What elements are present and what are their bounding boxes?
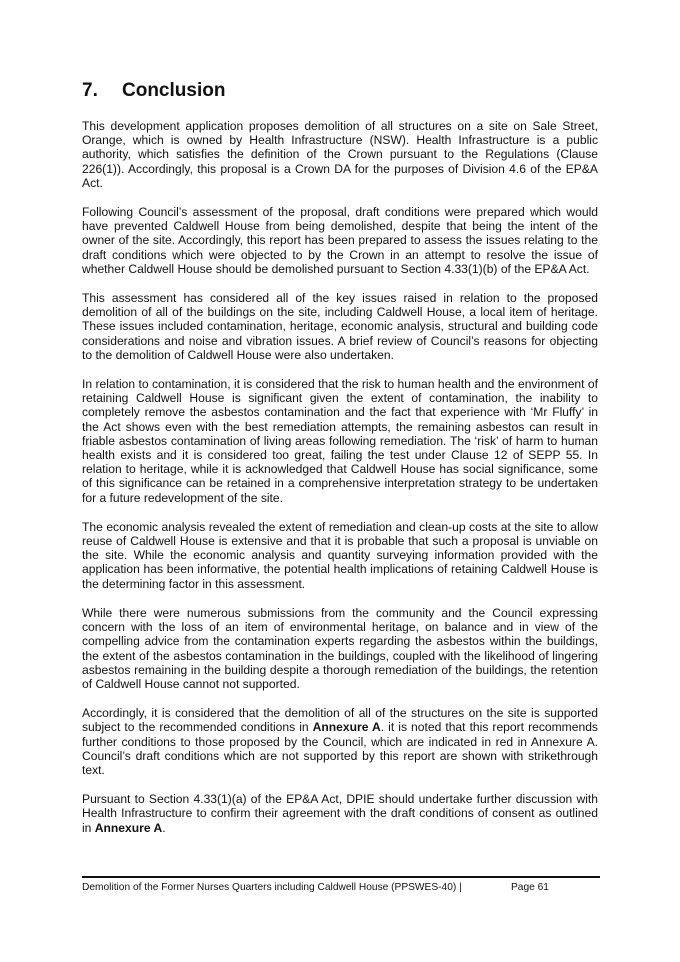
paragraph-7-text-end: . it is noted that this report recommends further conditions to those proposed by the Council, which are indicated in red in Annexure A. Council’s draft conditions which are not supported by this report are shown with strikethrough text. (82, 720, 598, 777)
paragraph-2: Following Council’s assessment of the proposal, draft conditions were prepared which would have prevented Caldwell House from being demolished, despite that being the intent of the owner of the site. Accordingly, this report has been prepared to assess the issues relating to the draft conditions which were objected to by the Crown in an attempt to resolve the issue of whether Caldwell House should be demolished pursuant to Section 4.33(1)(b) of the EP&A Act. (82, 205, 598, 276)
paragraph-1: This development application proposes demolition of all structures on a site on Sale Street, Orange, which is owned by Health Infrastructure (NSW). Health Infrastructure is a public authority, which satisfies the definition of the Crown pursuant to the Regulations (Clause 226(1)). Accordingly, this proposal is a Crown DA for the purposes of Division 4.6 of the EP&A Act. (82, 119, 598, 190)
section-title: Conclusion (122, 80, 226, 101)
annexure-reference: Annexure A (312, 720, 381, 735)
paragraph-7 (82, 706, 598, 777)
paragraph-8-text: Pursuant to Section 4.33(1)(a) of the EP&A Act, DPIE should undertake further discussion with Health Infrastructure to confirm their agreement with the draft conditions of consent as outlined in (82, 792, 598, 835)
paragraph-7-text: Accordingly, it is considered that the demolition of all of the structures on the site is supported subject to the recommended conditions in (82, 706, 598, 735)
section-heading (82, 80, 225, 102)
footer-rule (82, 876, 600, 878)
paragraph-5: The economic analysis revealed the extent of remediation and clean-up costs at the site to allow reuse of Caldwell House is extensive and that it is probable that such a proposal is unviable on the site. While the economic analysis and quantity surveying information provided with the application has been informative, the potential health implications of retaining Caldwell House is the determining factor in this assessment. (82, 519, 598, 591)
paragraph-4: In relation to contamination, it is considered that the risk to human health and the environment of retaining Caldwell House is significant given the extent of contamination, the inability to completely remove the asbestos contamination and the fact that experience with ‘Mr Fluffy’ in the Act shows even with the best remediation attempts, the remaining asbestos can result in friable asbestos contamination of living areas following remediation. The ‘risk’ of harm to human health exists and it is considered too great, failing the test under Clause 12 of SEPP 55. In relation to heritage, while it is acknowledged that Caldwell House has social significance, some of this significance can be retained in a comprehensive interpretation strategy to be undertaken for a future redevelopment of the site. (82, 377, 598, 505)
body-text (82, 119, 598, 850)
paragraph-6: While there were numerous submissions from the community and the Council expressing concern with the loss of an item of environmental heritage, on balance and in view of the compelling advice from the contamination experts regarding the asbestos within the buildings, the extent of the asbestos contamination in the buildings, coupled with the likelihood of lingering asbestos remaining in the building despite a thorough remediation of the buildings, the retention of Caldwell House cannot not supported. (82, 605, 598, 691)
page-footer (82, 882, 600, 893)
paragraph-8 (82, 792, 598, 835)
paragraph-8-text-end: . (162, 820, 166, 835)
page-number: Page 61 (511, 882, 549, 893)
annexure-reference: Annexure A (94, 820, 163, 835)
footer-title: Demolition of the Former Nurses Quarters including Caldwell House (PPSWES-40) | (82, 882, 462, 893)
section-number: 7. (82, 80, 98, 101)
paragraph-3: This assessment has considered all of the key issues raised in relation to the proposed demolition of all of the buildings on the site, including Caldwell House, a local item of heritage. These issues included contamination, heritage, economic analysis, structural and building code considerations and noise and vibration issues. A brief review of Council’s reasons for objecting to the demolition of Caldwell House were also undertaken. (82, 291, 598, 362)
